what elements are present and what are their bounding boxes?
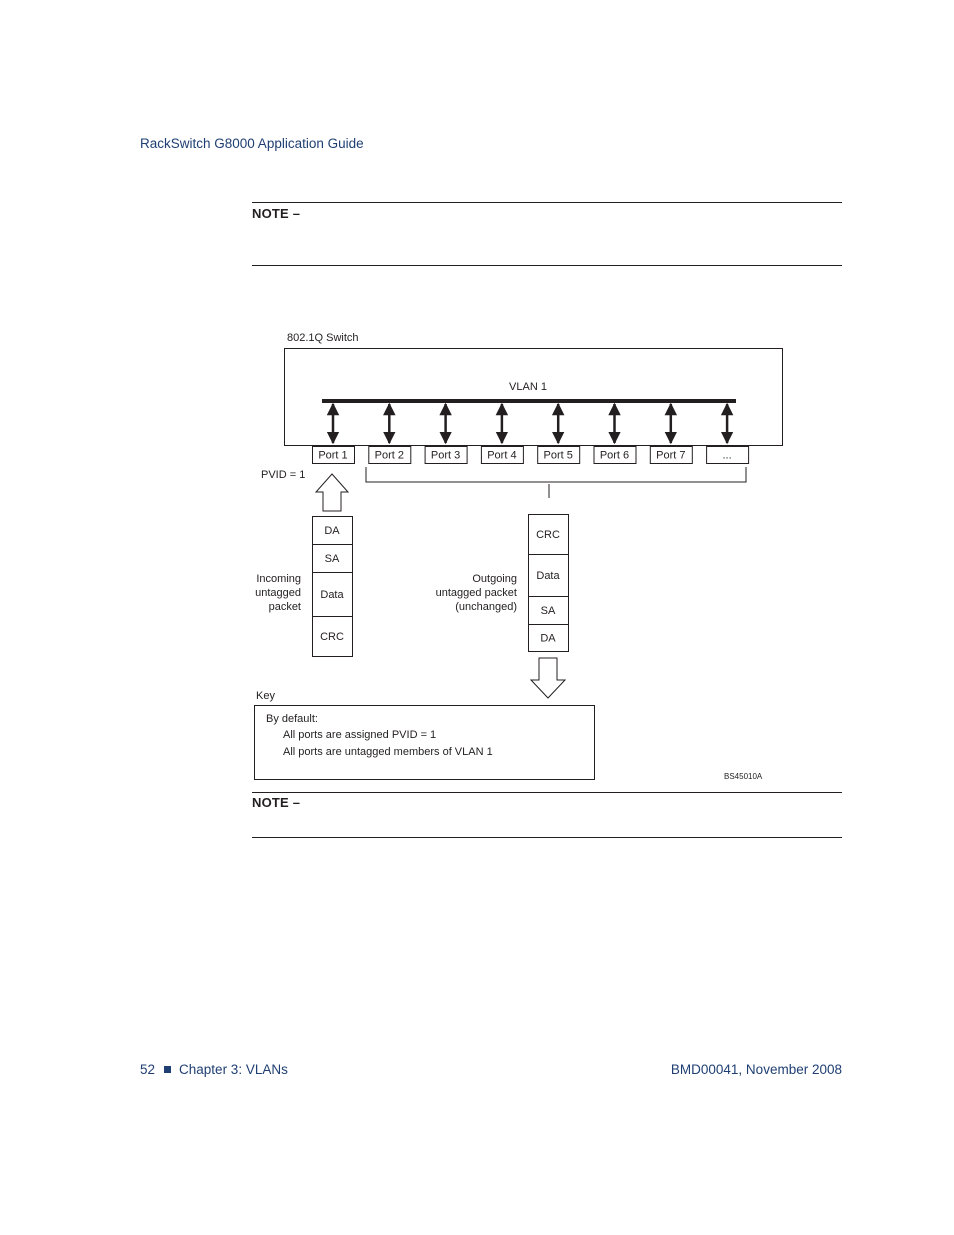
incoming-field-label: DA bbox=[324, 525, 340, 537]
key-line: By default: bbox=[266, 713, 318, 725]
outgoing-field-label: SA bbox=[540, 605, 556, 617]
pvid-label: PVID = 1 bbox=[261, 469, 306, 481]
port-1-label: Port 1 bbox=[318, 449, 348, 462]
key-line: All ports are untagged members of VLAN 1 bbox=[283, 746, 493, 758]
outgoing-label bbox=[436, 573, 517, 613]
outgoing-label-line: (unchanged) bbox=[455, 601, 517, 613]
outgoing-down-arrow bbox=[531, 658, 565, 698]
incoming-field-label: SA bbox=[324, 553, 340, 565]
incoming-label-line: Incoming bbox=[256, 573, 301, 585]
incoming-field-label: Data bbox=[320, 589, 344, 601]
port-arrows bbox=[333, 404, 727, 443]
outgoing-field-label: Data bbox=[536, 570, 560, 582]
footer-left bbox=[140, 1062, 288, 1077]
incoming-label-line: untagged bbox=[255, 587, 301, 599]
chapter-title: Chapter 3: VLANs bbox=[179, 1062, 288, 1077]
switch-label: 802.1Q Switch bbox=[287, 332, 359, 344]
incoming-label bbox=[255, 573, 301, 613]
port-6-label: Port 6 bbox=[599, 449, 630, 462]
port-7-label: Port 7 bbox=[656, 449, 686, 462]
key-title: Key bbox=[256, 690, 275, 702]
incoming-field-label: CRC bbox=[320, 631, 344, 643]
port-group-bracket bbox=[366, 467, 746, 482]
note-label-top: NOTE – bbox=[252, 206, 301, 221]
port-boxes bbox=[313, 447, 749, 464]
outgoing-packet bbox=[529, 515, 569, 652]
port-2-label: Port 2 bbox=[374, 449, 404, 462]
note2-top-rule bbox=[252, 792, 842, 793]
key-line: All ports are assigned PVID = 1 bbox=[283, 729, 437, 741]
page-number: 52 bbox=[140, 1062, 156, 1077]
incoming-packet bbox=[313, 517, 353, 657]
port-8-label: ... bbox=[722, 449, 732, 462]
note2-bottom-rule bbox=[252, 837, 842, 838]
switch-box bbox=[285, 349, 783, 446]
outgoing-label-line: Outgoing bbox=[472, 573, 517, 585]
figure-id: BS45010A bbox=[724, 772, 763, 781]
port-5-label: Port 5 bbox=[543, 449, 573, 462]
square-bullet-icon bbox=[164, 1066, 171, 1073]
vlan-label: VLAN 1 bbox=[509, 381, 547, 393]
outgoing-field-label: CRC bbox=[536, 529, 560, 541]
footer-doc-id: BMD00041, November 2008 bbox=[670, 1062, 842, 1077]
incoming-label-line: packet bbox=[268, 601, 301, 613]
port-3-label: Port 3 bbox=[430, 449, 461, 462]
port-4-label: Port 4 bbox=[487, 449, 517, 462]
incoming-up-arrow bbox=[316, 474, 348, 511]
note-label-bottom: NOTE – bbox=[252, 795, 301, 810]
running-header: RackSwitch G8000 Application Guide bbox=[140, 136, 364, 151]
outgoing-label-line: untagged packet bbox=[435, 587, 517, 599]
outgoing-field-label: DA bbox=[540, 632, 556, 645]
